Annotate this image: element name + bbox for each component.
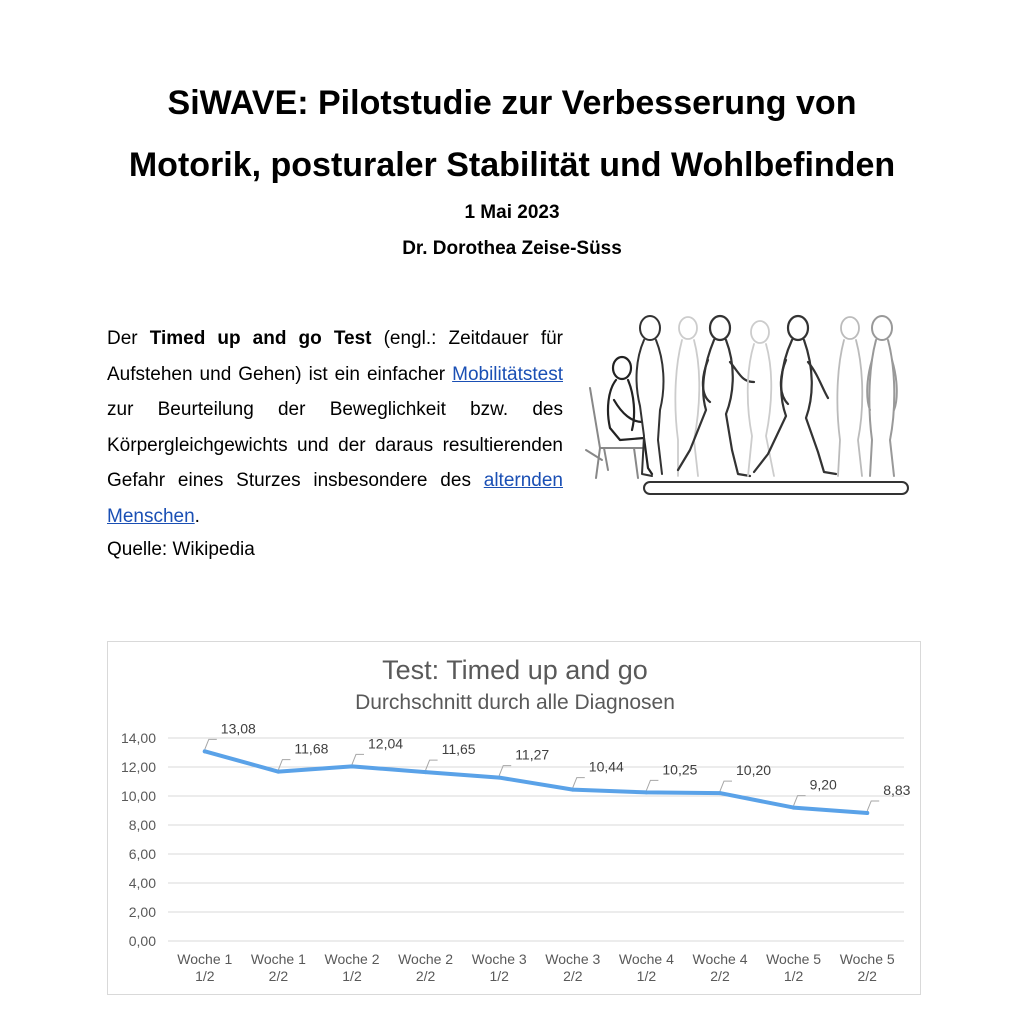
intro-test-name: Timed up and go Test	[149, 328, 372, 349]
x-tick-label: Woche 1	[250, 951, 306, 967]
x-tick-label: 1/2	[489, 968, 509, 984]
sitting-figure	[608, 357, 652, 474]
alternden-menschen-link[interactable]: alternden Menschen	[107, 470, 563, 527]
y-tick-label: 10,00	[120, 788, 156, 804]
x-tick-label: 2/2	[415, 968, 436, 984]
x-tick-label: Woche 3	[471, 951, 527, 967]
data-label: 11,65	[441, 741, 476, 758]
document-title	[0, 72, 1024, 196]
source-note: Quelle: Wikipedia	[107, 539, 255, 560]
data-label: 10,25	[662, 761, 698, 778]
rising-figure	[637, 316, 664, 476]
x-tick-label: 2/2	[268, 968, 289, 984]
document-date: 1 Mai 2023	[464, 202, 560, 223]
data-label: 8,83	[883, 781, 911, 798]
data-label: 10,20	[736, 762, 772, 779]
x-tick-label: Woche 1	[177, 951, 233, 967]
y-tick-label: 2,00	[128, 904, 156, 920]
document-author: Dr. Dorothea Zeise-Süss	[402, 238, 622, 259]
data-label: 11,27	[515, 746, 550, 763]
title-line-1: SiWAVE: Pilotstudie zur Verbesserung von	[167, 84, 857, 122]
y-tick-label: 0,00	[128, 933, 156, 949]
y-tick-label: 4,00	[128, 875, 156, 891]
x-tick-label: Woche 4	[618, 951, 674, 967]
x-tick-label: 2/2	[563, 968, 583, 984]
faded-figure-2	[748, 321, 774, 476]
mobilitaetstest-link[interactable]: Mobilitätstest	[452, 363, 563, 385]
intro-text-3: zur Beurteilung der Beweglichkeit bzw. des Körpergleichgewichts und der daraus resultierenden Gefahr eines Sturzes insbesondere des	[107, 399, 563, 491]
y-tick-label: 12,00	[120, 759, 156, 775]
chart-title: Test: Timed up and go	[382, 655, 648, 685]
y-tick-label: 6,00	[128, 846, 156, 862]
intro-text-2: (engl.: Zeitdauer für Aufstehen und Gehen) ist ein einfacher	[107, 328, 563, 385]
intro-text-4: .	[194, 505, 200, 527]
walkway-line	[644, 482, 908, 494]
x-tick-label: Woche 3	[545, 951, 601, 967]
data-label: 9,20	[809, 776, 837, 793]
x-tick-label: 2/2	[710, 968, 730, 984]
x-tick-label: 1/2	[342, 968, 362, 984]
y-tick-label: 14,00	[120, 730, 156, 746]
x-tick-label: Woche 5	[839, 951, 895, 967]
intro-text-1: Der	[107, 328, 150, 349]
data-label: 12,04	[368, 735, 404, 752]
data-label: 10,44	[588, 758, 624, 775]
x-tick-label: 1/2	[783, 968, 804, 984]
standing-figure	[867, 316, 897, 476]
title-line-2: Motorik, posturaler Stabilität und Wohlbefinden	[128, 146, 896, 184]
x-tick-label: Woche 4	[692, 951, 748, 967]
sit-to-walk-illustration	[582, 310, 912, 500]
data-label: 13,08	[220, 720, 256, 737]
x-tick-label: Woche 5	[766, 951, 822, 967]
x-tick-label: 2/2	[857, 968, 877, 984]
walking-figure-1	[678, 316, 754, 476]
y-tick-label: 8,00	[128, 817, 156, 833]
data-label: 11,68	[294, 740, 329, 757]
x-tick-label: 1/2	[636, 968, 657, 984]
x-tick-label: Woche 2	[324, 951, 380, 967]
intro-paragraph	[107, 321, 563, 534]
faded-figure-3	[837, 317, 862, 476]
x-tick-label: 1/2	[195, 968, 215, 984]
faded-figure-1	[675, 317, 699, 476]
x-tick-label: Woche 2	[398, 951, 454, 967]
chart-subtitle: Durchschnitt durch alle Diagnosen	[355, 691, 675, 714]
